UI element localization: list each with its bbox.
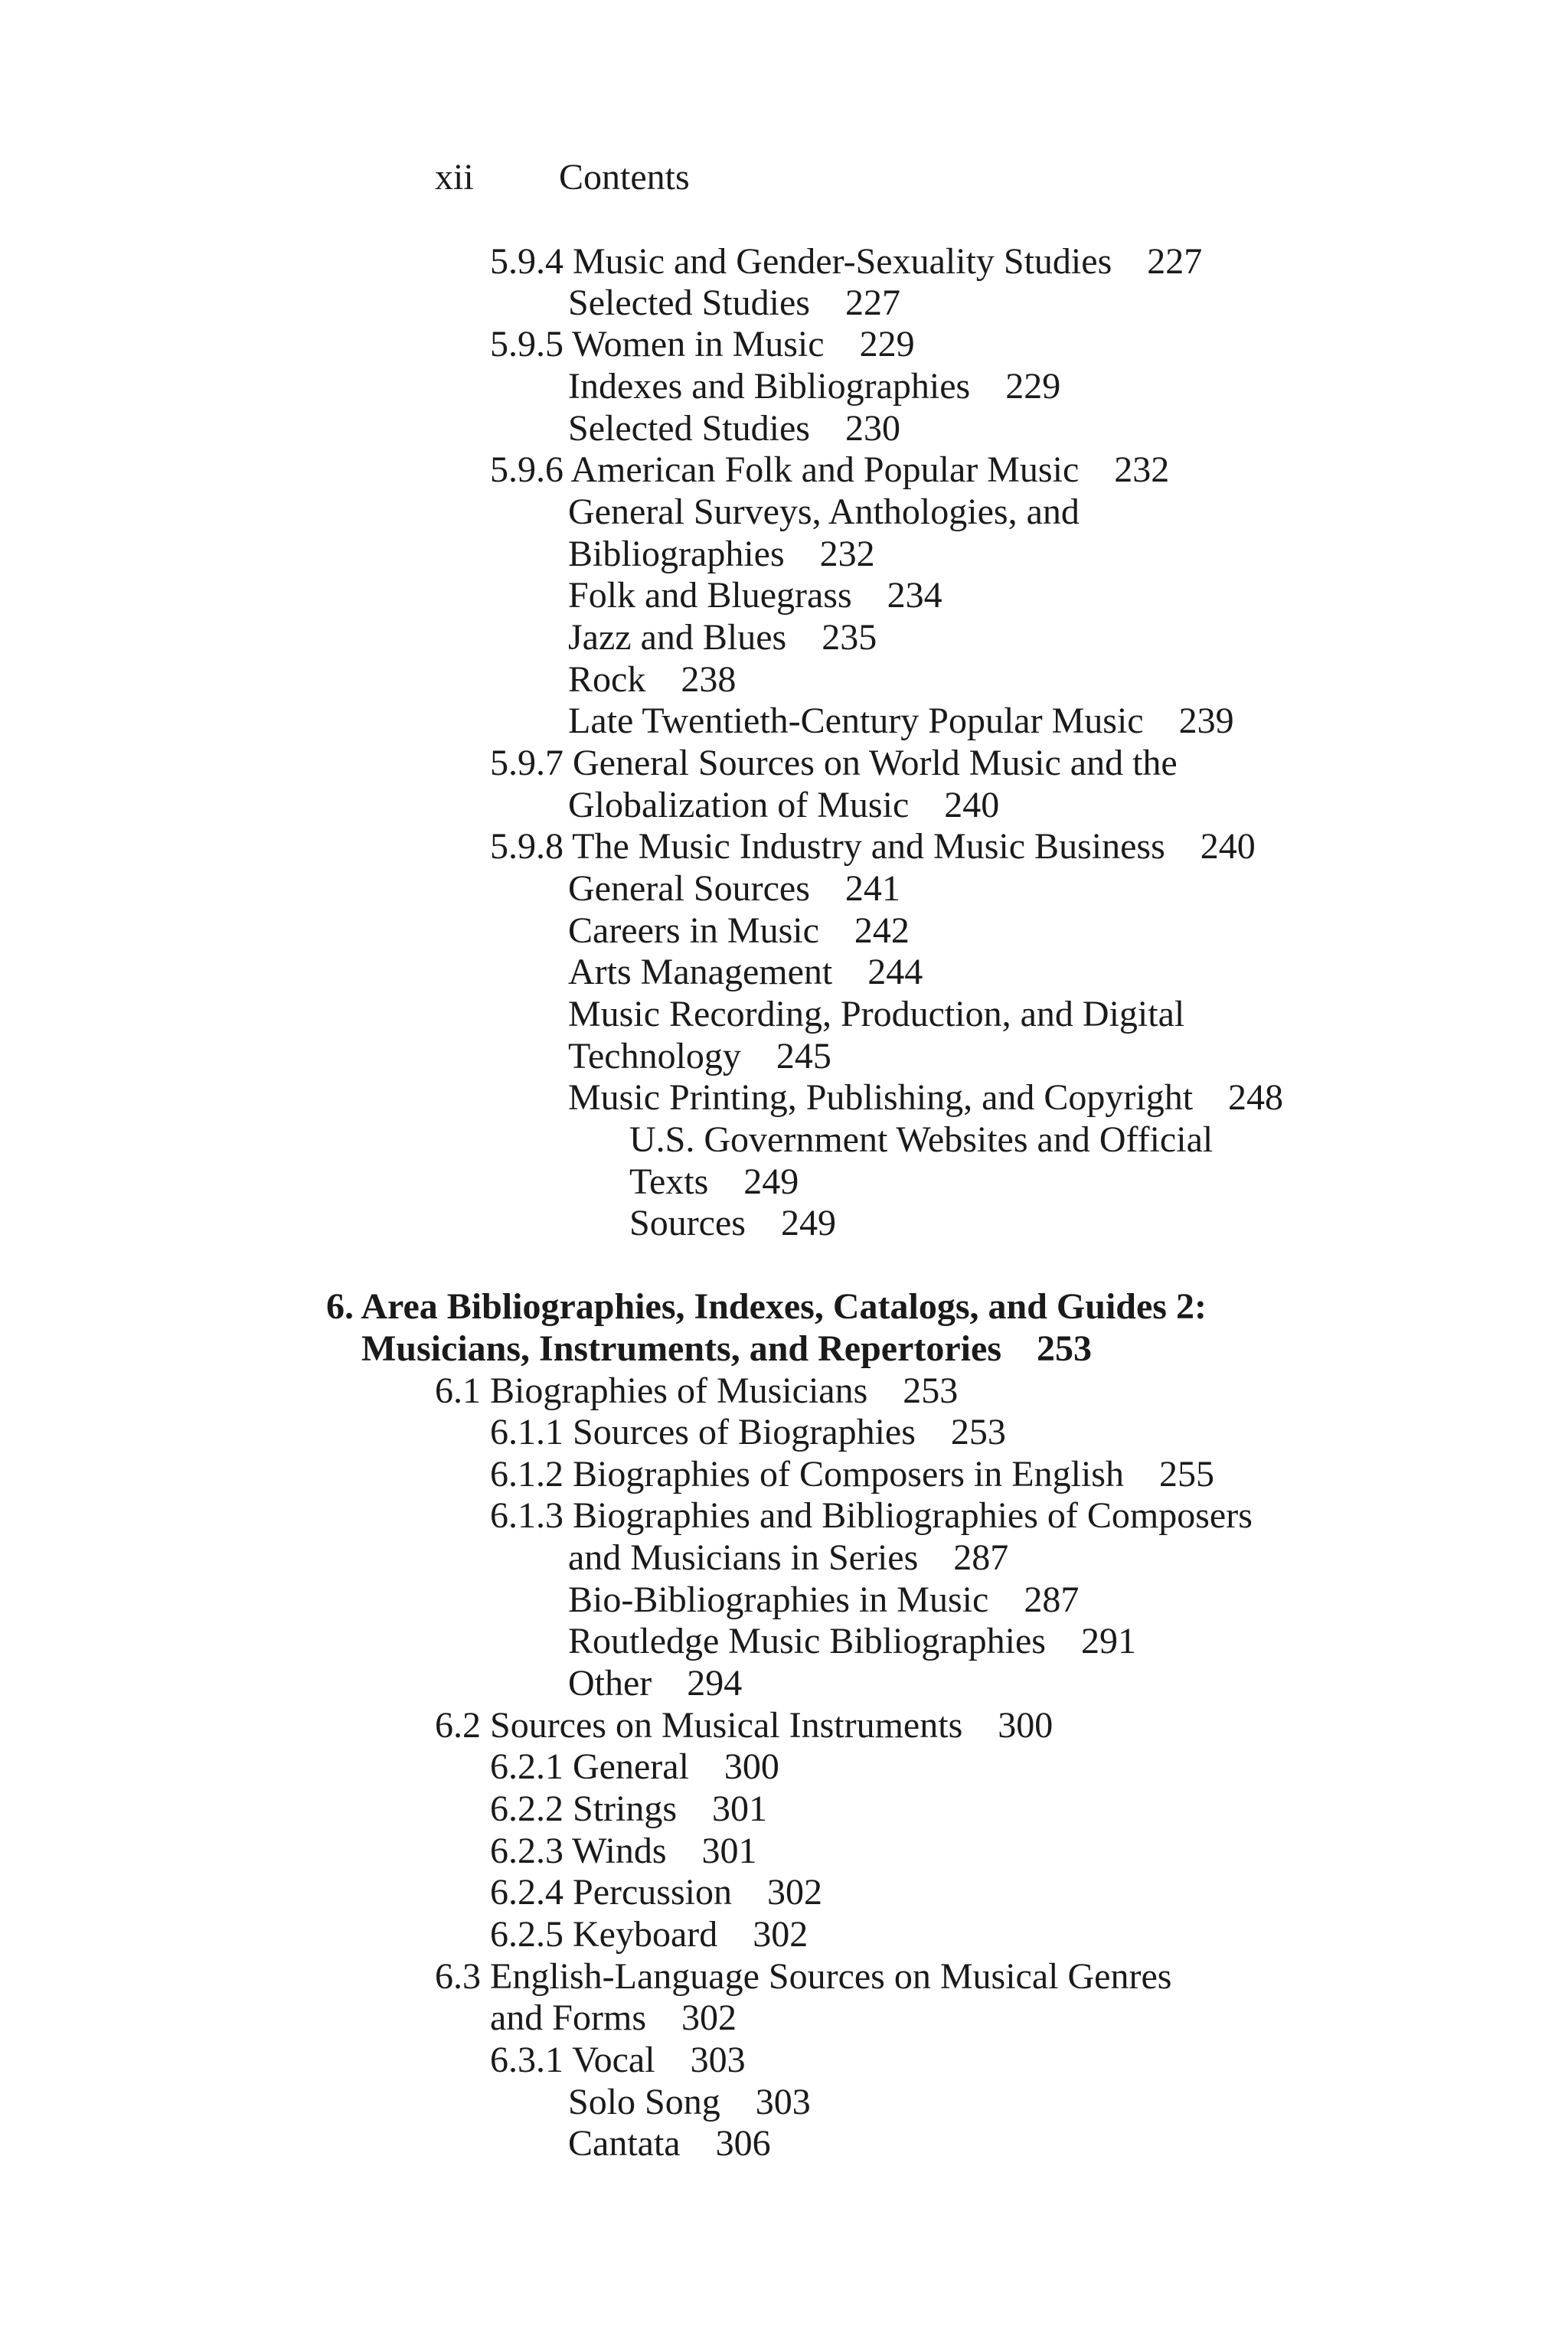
toc-entry-page-number: 248 <box>1228 1077 1284 1118</box>
toc-entry <box>568 533 875 576</box>
toc-entry-title: Rock <box>568 659 646 700</box>
toc-entry <box>568 658 736 701</box>
toc-entry-page-number: 229 <box>859 324 915 364</box>
toc-entry-title: 6.2 Sources on Musical Instruments <box>435 1705 963 1746</box>
toc-entry-page-number: 239 <box>1178 701 1234 741</box>
toc-entry-page-number: 230 <box>844 408 900 449</box>
running-title: Contents <box>559 157 690 198</box>
toc-entry-title: Bio-Bibliographies in Music <box>568 1579 989 1620</box>
toc-entry <box>568 2081 811 2124</box>
toc-entry <box>568 365 1060 408</box>
toc-entry-page-number: 302 <box>753 1914 808 1955</box>
toc-entry <box>490 1913 808 1956</box>
toc-entry-title: 5.9.8 The Music Industry and Music Business <box>490 826 1165 867</box>
toc-entry-page-number: 245 <box>776 1036 831 1076</box>
toc-entry-page-number: 229 <box>1005 366 1061 407</box>
toc-entry-page-number: 253 <box>1037 1328 1092 1369</box>
toc-entry-title: 5.9.7 General Sources on World Music and the <box>490 743 1178 783</box>
toc-entry-page-number: 234 <box>887 575 942 616</box>
toc-entry <box>490 1411 1006 1454</box>
toc-entry <box>568 1076 1283 1119</box>
toc-entry-title: 6.1.1 Sources of Biographies <box>490 1412 916 1452</box>
toc-entry-title: Globalization of Music <box>568 785 910 825</box>
toc-entry-title: U.S. Government Websites and Official <box>629 1119 1214 1160</box>
toc-entry-page-number: 301 <box>712 1788 768 1829</box>
toc-entry-title: 6.2.3 Winds <box>490 1831 667 1871</box>
toc-entry-title: Folk and Bluegrass <box>568 575 852 616</box>
toc-entry-page-number: 232 <box>1114 449 1170 490</box>
toc-entry <box>490 1830 757 1873</box>
toc-entry <box>490 742 1178 785</box>
toc-entry-title: Routledge Music Bibliographies <box>568 1621 1046 1661</box>
toc-entry <box>490 2039 746 2082</box>
toc-entry <box>568 2122 771 2165</box>
toc-entry-title: Other <box>568 1663 652 1704</box>
toc-entry-title: Jazz and Blues <box>568 617 787 658</box>
toc-entry-page-number: 244 <box>867 952 923 992</box>
toc-entry <box>361 1328 1092 1370</box>
toc-entry <box>568 867 900 910</box>
toc-entry <box>568 700 1234 743</box>
toc-entry-title: Careers in Music <box>568 910 819 951</box>
toc-entry <box>568 1620 1136 1663</box>
toc-entry-title: Late Twentieth-Century Popular Music <box>568 701 1144 741</box>
toc-entry-title: Bibliographies <box>568 534 785 574</box>
toc-entry <box>490 1788 767 1831</box>
toc-entry-title: 6. Area Bibliographies, Indexes, Catalogs, and Guides 2: <box>326 1286 1207 1327</box>
toc-entry <box>568 574 942 617</box>
toc-entry-title: 6.1 Biographies of Musicians <box>435 1370 868 1411</box>
toc-entry-title: Solo Song <box>568 2082 720 2122</box>
toc-entry <box>490 1871 822 1914</box>
toc-entry <box>490 825 1256 868</box>
toc-entry <box>568 784 999 827</box>
toc-entry-title: Indexes and Bibliographies <box>568 366 971 407</box>
toc-entry-title: Cantata <box>568 2123 681 2164</box>
toc-entry-page-number: 235 <box>822 617 877 658</box>
toc-entry <box>568 1537 1008 1579</box>
toc-entry <box>629 1119 1213 1161</box>
toc-entry <box>568 616 877 659</box>
toc-entry-title: 6.1.2 Biographies of Composers in English <box>490 1454 1124 1494</box>
toc-entry-page-number: 302 <box>766 1872 822 1913</box>
toc-entry <box>326 1285 1207 1328</box>
page-number: xii <box>435 157 474 198</box>
toc-entry <box>568 1579 1079 1622</box>
toc-entry-page-number: 303 <box>755 2082 811 2122</box>
toc-entry-title: 5.9.5 Women in Music <box>490 324 825 364</box>
toc-entry-title: Technology <box>568 1036 741 1076</box>
toc-entry-page-number: 255 <box>1158 1454 1214 1494</box>
toc-entry-title: 6.2.1 General <box>490 1746 689 1787</box>
toc-entry-page-number: 249 <box>780 1203 836 1243</box>
toc-entry-title: Sources <box>629 1203 746 1243</box>
toc-entry-title: Texts <box>629 1161 709 1202</box>
toc-entry-page-number: 240 <box>1200 826 1256 867</box>
toc-entry-title: 6.2.5 Keyboard <box>490 1914 718 1955</box>
toc-entry-title: and Forms <box>490 1998 646 2038</box>
toc-entry-title: Music Printing, Publishing, and Copyright <box>568 1077 1194 1118</box>
toc-entry-page-number: 227 <box>1147 241 1203 282</box>
toc-entry-page-number: 242 <box>854 910 910 951</box>
toc-entry <box>490 240 1202 283</box>
toc-entry-page-number: 301 <box>701 1831 757 1871</box>
toc-entry-title: 6.2.4 Percussion <box>490 1872 732 1913</box>
toc-entry-page-number: 249 <box>743 1161 799 1202</box>
toc-entry-page-number: 300 <box>998 1705 1054 1746</box>
toc-entry-page-number: 227 <box>844 283 900 323</box>
toc-entry-page-number: 240 <box>944 785 1000 825</box>
toc-entry-page-number: 287 <box>953 1537 1009 1578</box>
toc-entry <box>490 1453 1214 1496</box>
toc-entry-title: and Musicians in Series <box>568 1537 919 1578</box>
toc-entry-page-number: 253 <box>950 1412 1006 1452</box>
toc-entry <box>490 1746 779 1788</box>
toc-entry <box>568 407 900 450</box>
running-head <box>435 156 690 199</box>
toc-entry <box>490 1997 737 2040</box>
toc-entry-page-number: 287 <box>1024 1579 1080 1620</box>
toc-entry-page-number: 238 <box>681 659 737 700</box>
toc-entry-title: 5.9.6 American Folk and Popular Music <box>490 449 1080 490</box>
toc-entry-page-number: 300 <box>724 1746 779 1787</box>
toc-entry <box>629 1161 799 1204</box>
toc-entry <box>568 993 1184 1036</box>
toc-entry-title: Music Recording, Production, and Digital <box>568 994 1185 1034</box>
toc-entry <box>568 1035 831 1078</box>
toc-entry <box>435 1704 1053 1747</box>
toc-entry-title: Selected Studies <box>568 283 810 323</box>
toc-entry-page-number: 253 <box>903 1370 959 1411</box>
toc-entry-title: General Sources <box>568 868 810 909</box>
toc-entry-page-number: 303 <box>690 2040 746 2080</box>
toc-entry <box>490 323 915 366</box>
toc-entry <box>629 1202 836 1245</box>
toc-entry-title: 5.9.4 Music and Gender-Sexuality Studies <box>490 241 1112 282</box>
toc-entry <box>568 282 900 325</box>
toc-entry-title: General Surveys, Anthologies, and <box>568 492 1080 532</box>
toc-entry-title: 6.2.2 Strings <box>490 1788 678 1829</box>
toc-entry-page-number: 291 <box>1080 1621 1136 1661</box>
toc-entry-title: Selected Studies <box>568 408 810 449</box>
toc-entry-page-number: 232 <box>819 534 875 574</box>
toc-entry <box>435 1370 958 1413</box>
toc-entry <box>568 951 923 994</box>
toc-entry-page-number: 294 <box>687 1663 743 1704</box>
toc-entry-page-number: 302 <box>681 1998 737 2038</box>
toc-entry-title: 6.3.1 Vocal <box>490 2040 655 2080</box>
toc-entry <box>568 1662 742 1705</box>
toc-entry-title: Arts Management <box>568 952 833 992</box>
toc-entry <box>490 1494 1253 1537</box>
toc-entry <box>435 1955 1171 1998</box>
toc-entry <box>568 910 910 952</box>
toc-entry-title: Musicians, Instruments, and Repertories <box>361 1328 1001 1369</box>
toc-entry-title: 6.1.3 Biographies and Bibliographies of Composers <box>490 1495 1253 1536</box>
toc-entry <box>490 449 1169 492</box>
toc-entry-page-number: 306 <box>715 2123 771 2164</box>
toc-entry-title: 6.3 English-Language Sources on Musical Genres <box>435 1956 1172 1997</box>
toc-entry-page-number: 241 <box>844 868 900 909</box>
toc-entry <box>568 491 1080 534</box>
